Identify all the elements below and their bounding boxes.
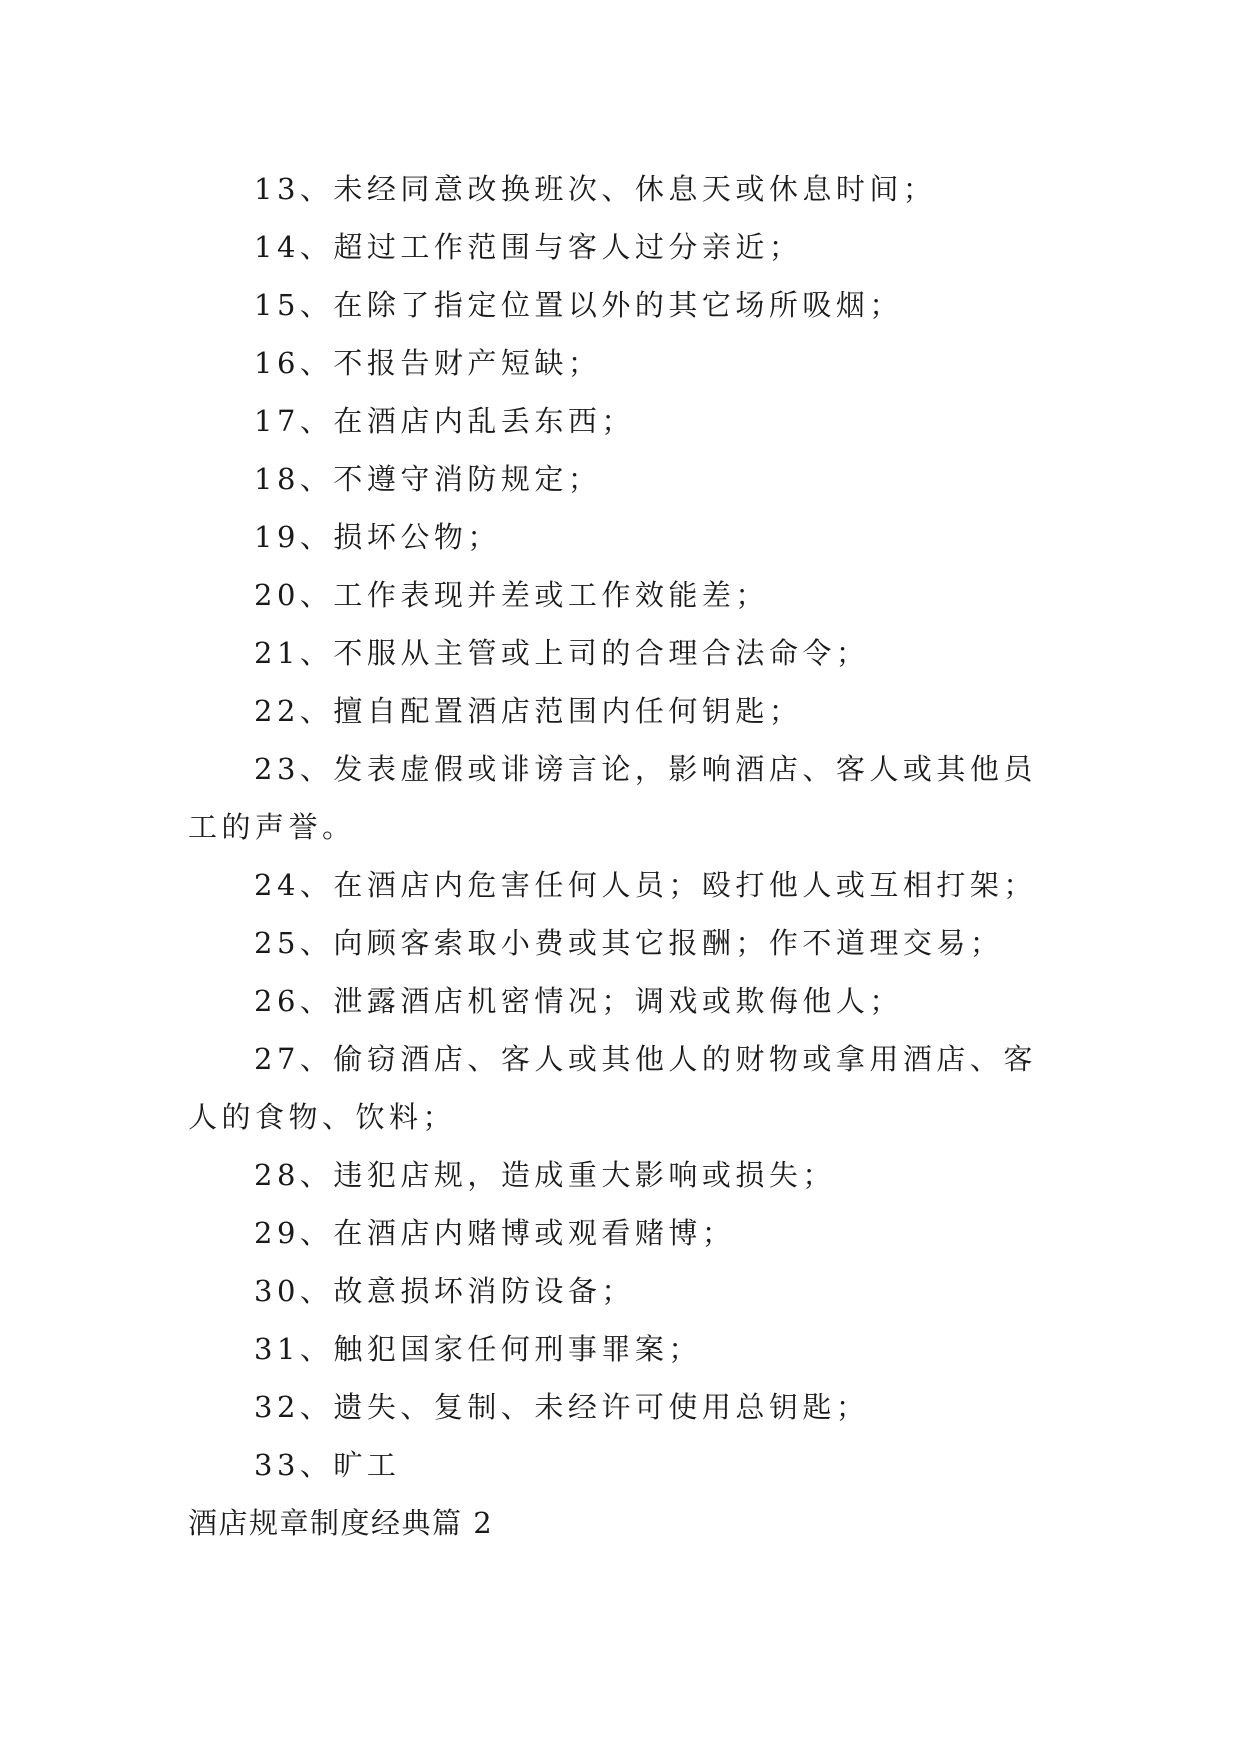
- rule-item-32: 32、遗失、复制、未经许可使用总钥匙；: [254, 1390, 870, 1424]
- rule-item-24: 24、在酒店内危害任何人员；殴打他人或互相打架；: [254, 868, 1037, 902]
- rule-item-27: 27、偷窃酒店、客人或其他人的财物或拿用酒店、客人的食物、饮料；: [188, 1042, 1037, 1134]
- rule-item-14: 14、超过工作范围与客人过分亲近；: [254, 230, 803, 264]
- rule-item-16: 16、不报告财产短缺；: [254, 346, 602, 380]
- rule-item-25: 25、向顾客索取小费或其它报酬；作不道理交易；: [254, 926, 1004, 960]
- section-heading: 酒店规章制度经典篇 2: [188, 1506, 494, 1540]
- rule-item-23: 23、发表虚假或诽谤言论，影响酒店、客人或其他员工的声誉。: [188, 752, 1037, 844]
- rule-item-18: 18、不遵守消防规定；: [254, 462, 602, 496]
- rule-item-20: 20、工作表现并差或工作效能差；: [254, 578, 769, 612]
- rule-item-29: 29、在酒店内赌博或观看赌博；: [254, 1216, 736, 1250]
- rule-item-17: 17、在酒店内乱丢东西；: [254, 404, 635, 438]
- rules-list: [188, 160, 1058, 1552]
- rule-item-31: 31、触犯国家任何刑事罪案；: [254, 1332, 702, 1366]
- rule-item-26: 26、泄露酒店机密情况；调戏或欺侮他人；: [254, 984, 903, 1018]
- rule-item-19: 19、损坏公物；: [254, 520, 501, 554]
- rule-item-22: 22、擅自配置酒店范围内任何钥匙；: [254, 694, 803, 728]
- rule-item-28: 28、违犯店规，造成重大影响或损失；: [254, 1158, 836, 1192]
- rule-item-33: 33、旷工: [254, 1448, 401, 1482]
- rule-item-13: 13、未经同意改换班次、休息天或休息时间；: [254, 172, 937, 206]
- rule-item-15: 15、在除了指定位置以外的其它场所吸烟；: [254, 288, 903, 322]
- rule-item-21: 21、不服从主管或上司的合理合法命令；: [254, 636, 870, 670]
- rule-item-30: 30、故意损坏消防设备；: [254, 1274, 635, 1308]
